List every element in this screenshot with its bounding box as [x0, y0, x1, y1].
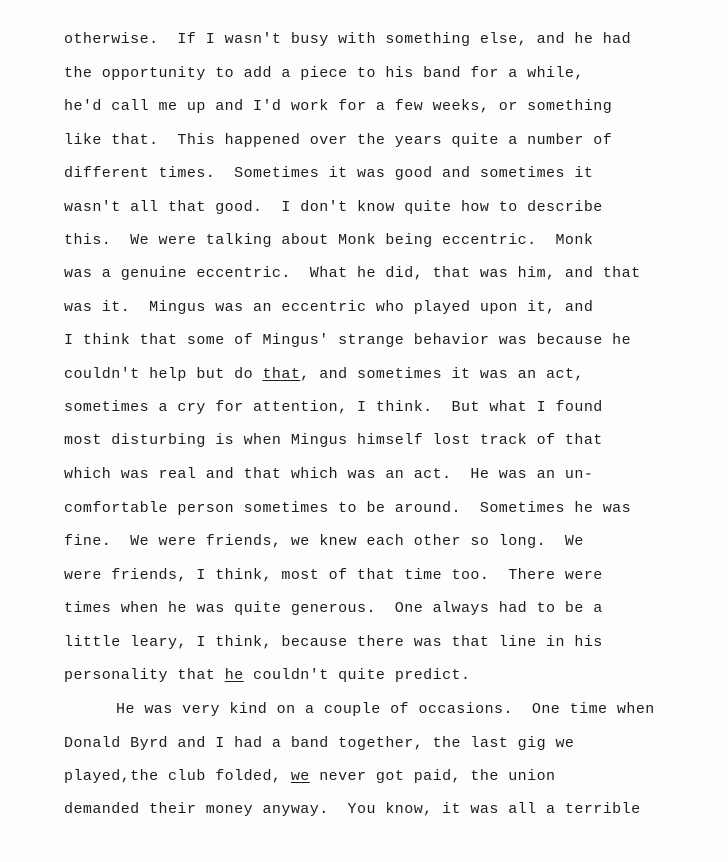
text-line: different times. Sometimes it was good and sometimes it [64, 165, 594, 182]
text-line: was it. Mingus was an eccentric who played upon it, and [64, 299, 594, 316]
underlined-word: we [290, 768, 310, 785]
text-line [64, 366, 584, 384]
text-line: like that. This happened over the years quite a number of [64, 132, 613, 149]
text-line: he'd call me up and I'd work for a few weeks, or something [64, 98, 613, 115]
text-segment: never got paid, the union [309, 768, 556, 785]
text-line: comfortable person sometimes to be around. Sometimes he was [64, 500, 632, 517]
text-line [64, 768, 556, 786]
text-line: sometimes a cry for attention, I think. But what I found [64, 399, 603, 416]
text-line: Donald Byrd and I had a band together, the last gig we [64, 735, 575, 752]
underlined-word: he [224, 667, 244, 684]
text-segment: couldn't quite predict. [243, 667, 471, 684]
text-line: otherwise. If I wasn't busy with something else, and he had [64, 31, 632, 48]
text-segment: played,the club folded, [64, 768, 291, 785]
text-line: He was very kind on a couple of occasions. One time when [116, 701, 655, 718]
text-line: I think that some of Mingus' strange behavior was because he [64, 332, 632, 349]
text-line: was a genuine eccentric. What he did, that was him, and that [64, 265, 641, 282]
text-segment: couldn't help but do [64, 366, 263, 383]
underlined-word: that [262, 366, 301, 383]
text-line: demanded their money anyway. You know, it was all a terrible [64, 801, 641, 818]
text-line: were friends, I think, most of that time too. There were [64, 567, 603, 584]
text-line: which was real and that which was an act. He was an un- [64, 466, 594, 483]
text-line: this. We were talking about Monk being eccentric. Monk [64, 232, 594, 249]
text-line: wasn't all that good. I don't know quite how to describe [64, 199, 603, 216]
text-segment: personality that [64, 667, 225, 684]
text-line: times when he was quite generous. One always had to be a [64, 600, 603, 617]
text-line: fine. We were friends, we knew each other so long. We [64, 533, 584, 550]
text-line: most disturbing is when Mingus himself lost track of that [64, 432, 603, 449]
text-line [64, 667, 470, 685]
text-segment: , and sometimes it was an act, [300, 366, 584, 383]
text-line: the opportunity to add a piece to his band for a while, [64, 65, 584, 82]
text-line: little leary, I think, because there was that line in his [64, 634, 603, 651]
